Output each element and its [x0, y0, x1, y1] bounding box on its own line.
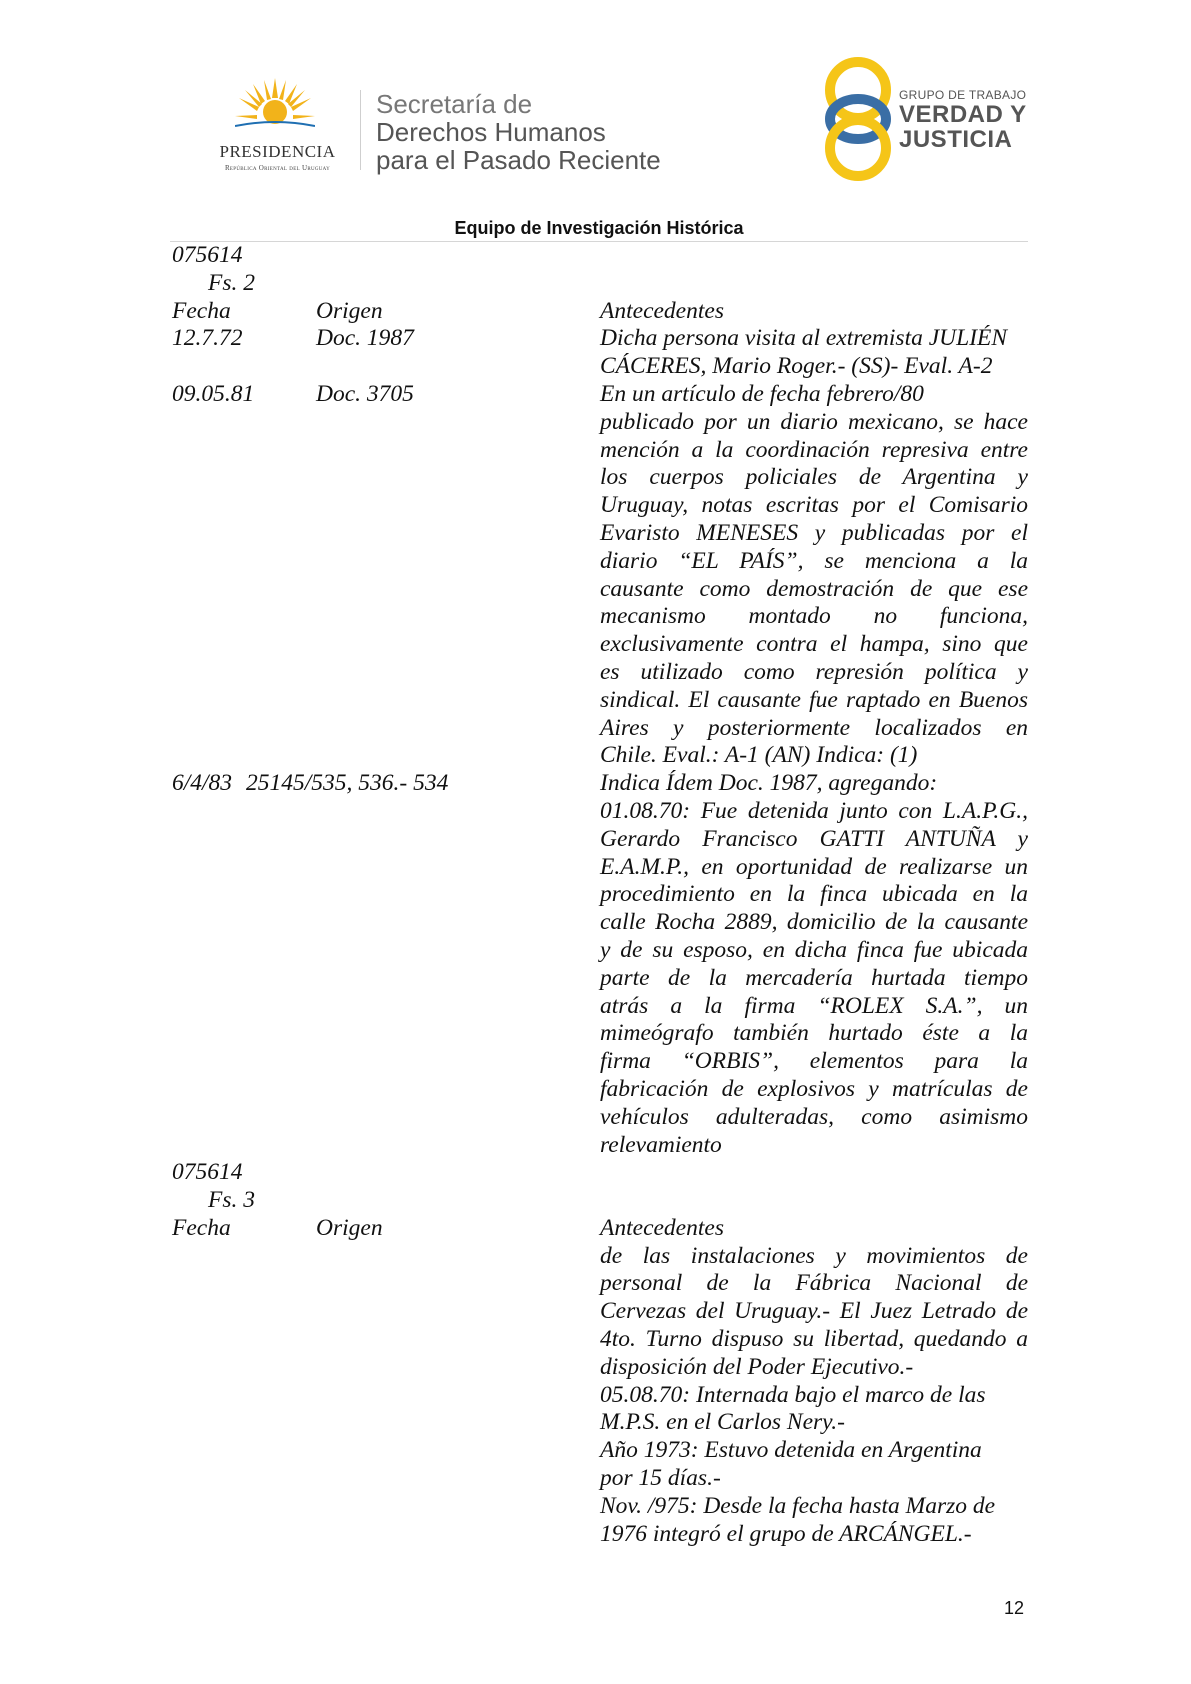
column-headers-2 [172, 1215, 1028, 1549]
presidencia-logo [195, 78, 360, 178]
folio-number: Fs. 2 [208, 269, 255, 296]
secretaria-line-1: Secretaría de [376, 89, 533, 119]
col-fecha-header: Fecha [172, 1214, 231, 1241]
folder-block-1 [172, 242, 1028, 298]
text-line: 1976 integró el grupo de ARCÁNGEL.- [600, 1520, 972, 1547]
text-line: fabricación de explosivos y matrículas de [600, 1075, 1028, 1102]
text-line: M.P.S. en el Carlos Nery.- [600, 1409, 845, 1436]
entry-fecha: 12.7.72 [172, 325, 243, 352]
vj-line-2: JUSTICIA [899, 126, 1013, 153]
folder-block-2 [172, 1159, 1028, 1215]
col-fecha-header: Fecha [172, 297, 231, 324]
text-line: mención a la coordinación represiva entre [600, 436, 1028, 463]
text-line: por 15 días.- [600, 1465, 721, 1492]
folder-number: 075614 [172, 1159, 243, 1186]
text-line: Año 1973: Estuvo detenida en Argentina [600, 1437, 982, 1464]
text-line: Indica Ídem Doc. 1987, agregando: [600, 770, 938, 797]
entry-fecha: 09.05.81 [172, 380, 255, 407]
text-line: Chile. Eval.: A-1 (AN) Indica: (1) [600, 742, 918, 769]
sun-icon [235, 78, 315, 138]
vj-text [899, 88, 1027, 152]
folder-number: 075614 [172, 242, 243, 268]
text-line: E.A.M.P., en oportunidad de realizarse un [600, 853, 1028, 880]
text-line: Gerardo Francisco GATTI ANTUÑA y [600, 825, 1028, 852]
secretaria-logo-text [376, 90, 661, 174]
presidencia-title: PRESIDENCIA [219, 142, 336, 161]
col-antecedentes-header: Antecedentes [600, 297, 724, 324]
presidencia-subtitle: República Oriental del Uruguay [224, 164, 331, 172]
entry-fecha: 6/4/83 [172, 770, 233, 797]
text-line: atrás a la firma “ROLEX S.A.”, un [600, 992, 1028, 1019]
secretaria-line-3: para el Pasado Reciente [376, 145, 661, 175]
text-line: firma “ORBIS”, elementos para la [600, 1048, 1028, 1075]
text-line: causante como demostración de que ese [600, 575, 1028, 602]
entry-antecedentes [600, 770, 1028, 1159]
text-line: exclusivamente contra el hampa, sino que [600, 631, 1028, 658]
entry-origen: Doc. 3705 [316, 380, 414, 407]
col-antecedentes-header [600, 1215, 1028, 1549]
text-line: 05.08.70: Internada bajo el marco de las [600, 1381, 986, 1408]
col-origen-header: Origen [316, 1214, 383, 1241]
text-line: mecanismo montado no funciona, [600, 603, 1028, 630]
document-body [172, 242, 1028, 1548]
text-line: vehículos adulteradas, como asimismo [600, 1103, 1028, 1130]
entry-origen: Doc. 1987 [316, 325, 414, 352]
text-line: Dicha persona visita al extremista JULIÉN [600, 325, 1008, 352]
team-title: Equipo de Investigación Histórica [454, 218, 744, 238]
text-line: CÁCERES, Mario Roger.- (SS)- Eval. A-2 [600, 353, 993, 380]
table-row [172, 770, 1028, 1159]
vj-small-text: GRUPO DE TRABAJO [899, 88, 1027, 102]
text-line: mimeógrafo también hurtado éste a la [600, 1020, 1028, 1047]
text-line: En un artículo de fecha febrero/80 [600, 380, 924, 407]
entry-antecedentes [600, 325, 1028, 381]
text-line: personal de la Fábrica Nacional de [600, 1270, 1028, 1297]
text-line: Aires y posteriormente localizados en [600, 714, 1028, 741]
text-line: Cervezas del Uruguay.- El Juez Letrado de [600, 1298, 1028, 1325]
text-line: diario “EL PAÍS”, se menciona a la [600, 547, 1028, 574]
verdad-justicia-logo [822, 56, 1032, 182]
rings-icon [822, 56, 894, 182]
page-number: 12 [1004, 1598, 1025, 1618]
folio-number: Fs. 3 [208, 1187, 255, 1214]
entry-antecedentes [600, 381, 1028, 770]
column-headers-1 [172, 298, 1028, 326]
antecedentes-label: Antecedentes [600, 1214, 724, 1241]
text-line: y de su esposo, en dicha finca fue ubicada [600, 936, 1028, 963]
secretaria-line-2: Derechos Humanos [376, 117, 606, 147]
text-line: procedimiento en la finca ubicada en la [600, 881, 1028, 908]
text-line: Evaristo MENESES y publicadas por el [600, 519, 1028, 546]
text-line: los cuerpos policiales de Argentina y [600, 464, 1028, 491]
text-line: de las instalaciones y movimientos de [600, 1242, 1028, 1269]
text-line: sindical. El causante fue raptado en Buenos [600, 686, 1028, 713]
text-line: parte de la mercadería hurtada tiempo [600, 964, 1028, 991]
text-line: 4to. Turno dispuso su libertad, quedando a [600, 1326, 1028, 1353]
table-row [172, 325, 1028, 381]
text-line: 01.08.70: Fue detenida junto con L.A.P.G., [600, 797, 1028, 824]
text-line: calle Rocha 2889, domicilio de la causante [600, 909, 1028, 936]
vj-line-1: VERDAD Y [899, 101, 1027, 128]
text-line: publicado por un diario mexicano, se hace [600, 408, 1028, 435]
text-line: es utilizado como represión política y [600, 658, 1028, 685]
logo-divider [360, 90, 361, 170]
text-line: relevamiento [600, 1131, 722, 1158]
col-origen-header: Origen [316, 297, 383, 324]
table-row [172, 381, 1028, 770]
entry-origen: 25145/535, 536.- 534 [246, 770, 449, 797]
text-line: Nov. /975: Desde la fecha hasta Marzo de [600, 1492, 996, 1519]
text-line: disposición del Poder Ejecutivo.- [600, 1353, 914, 1380]
text-line: Uruguay, notas escritas por el Comisario [600, 492, 1028, 519]
